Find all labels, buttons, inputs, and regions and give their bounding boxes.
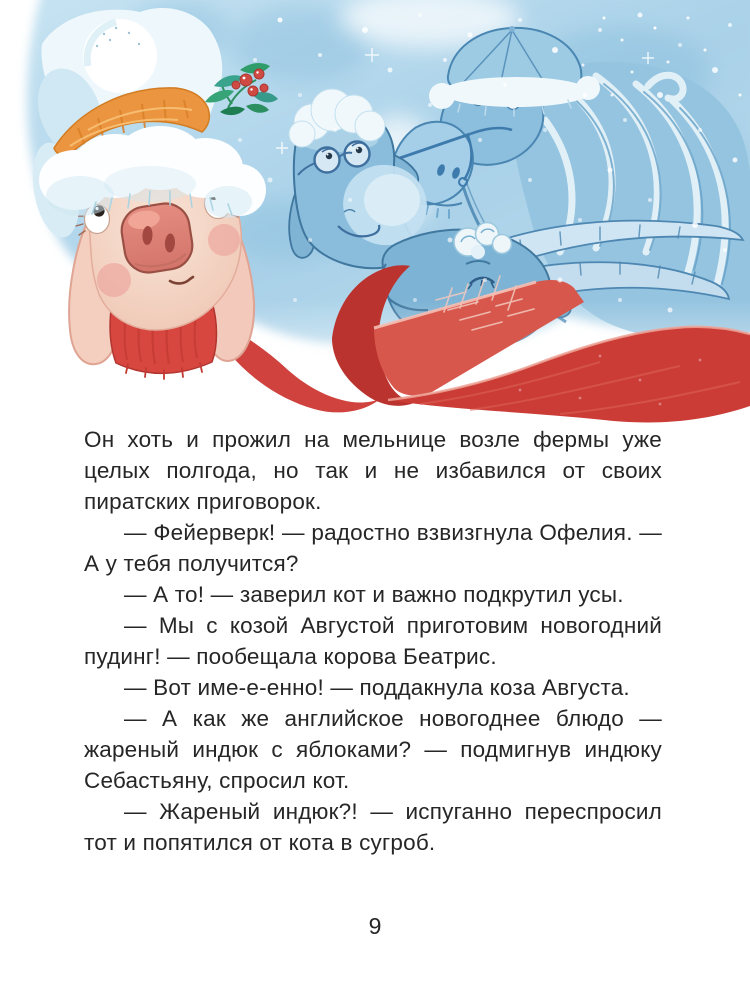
story-paragraph: Он хоть и прожил на мельнице возле фермы уже целых полгода, но так и не избавился от своих пиратских приговорок. <box>84 427 662 514</box>
pig-snout <box>118 200 195 276</box>
story-paragraph: — Фейерверк! — радостно взвизгнула Офелия. — А у тебя получится? <box>84 520 662 576</box>
story-paragraph: — Мы с козой Августой приготовим новогодний пудинг! — пообещала корова Беатрис. <box>84 613 662 669</box>
story-paragraph: — Вот име-е-енно! — поддакнула коза Августа. <box>124 675 630 700</box>
hat-pompom <box>83 19 157 93</box>
pig-blush <box>97 263 131 297</box>
story-text <box>84 424 662 858</box>
illustration <box>0 0 750 445</box>
page-number: 9 <box>368 913 382 939</box>
pig-blush <box>208 224 240 256</box>
story-paragraph: — Жареный индюк?! — испуганно переспросил тот и попятился от кота в сугроб. <box>84 799 662 855</box>
story-paragraph: — А как же английское новогоднее блюдо — жареный индюк с яблоками? — подмигнув индюку Себастьяну, спросил кот. <box>84 706 662 793</box>
story-paragraph: — А то! — заверил кот и важно подкрутил усы. <box>124 582 624 607</box>
